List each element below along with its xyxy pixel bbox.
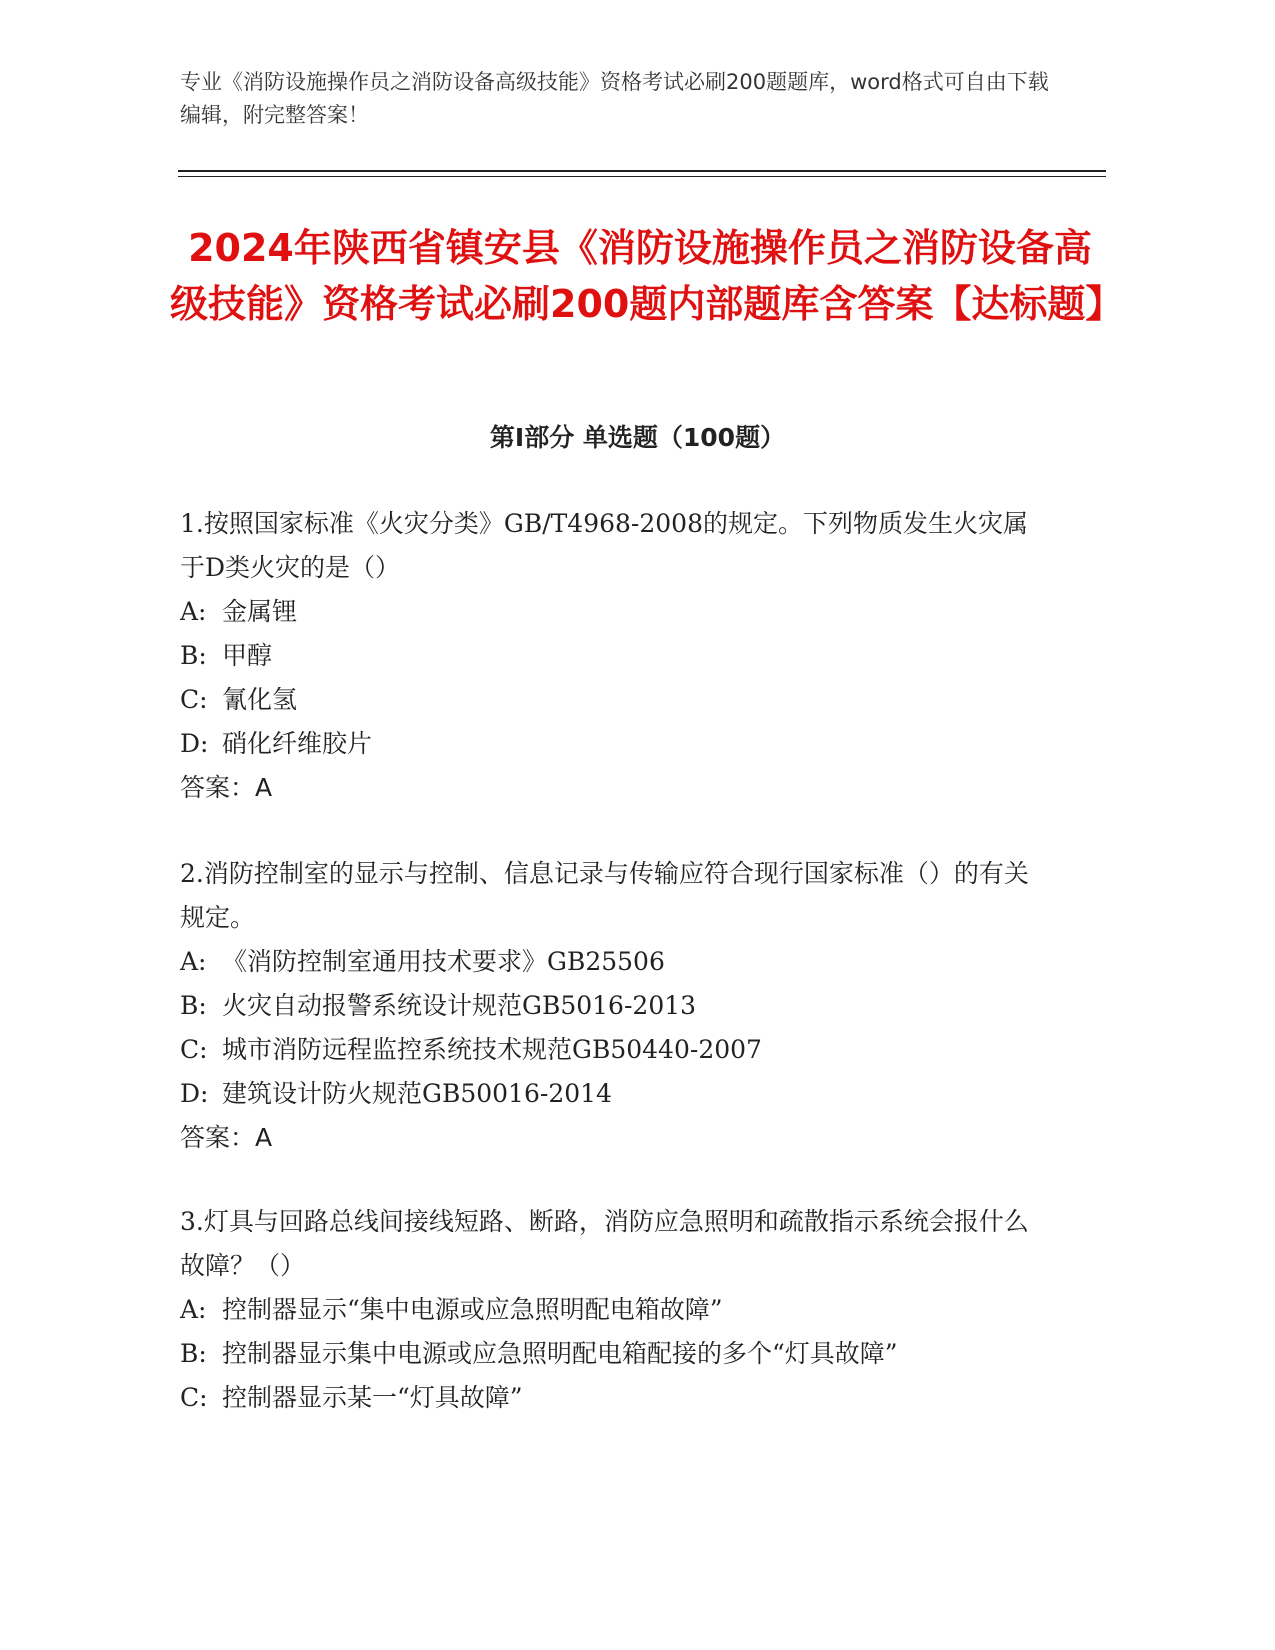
option-b	[180, 984, 1080, 1028]
header-note: 专业《消防设施操作员之消防设备高级技能》资格考试必刷200题题库，word格式可自由下载编辑，附完整答案！	[180, 70, 1049, 127]
option-c	[180, 678, 1080, 722]
option-text: 氰化氢	[222, 685, 298, 714]
option-d	[180, 1072, 1080, 1116]
option-letter: C:	[180, 685, 208, 714]
answer-line: 答案：A	[180, 1123, 273, 1152]
question-stem: 1.按照国家标准《火灾分类》GB/T4968-2008的规定。下列物质发生火灾属于D类火灾的是（）	[180, 509, 1028, 582]
section-heading: 第I部分 单选题（100题）	[489, 423, 786, 452]
option-letter: B:	[180, 1339, 207, 1368]
question-1	[180, 502, 1080, 810]
option-letter: D:	[180, 1079, 209, 1108]
option-a	[180, 940, 1080, 984]
question-stem: 3.灯具与回路总线间接线短路、断路，消防应急照明和疏散指示系统会报什么故障？（）	[180, 1207, 1029, 1280]
answer-line: 答案：A	[180, 773, 273, 802]
option-text: 甲醇	[222, 641, 273, 670]
option-b	[180, 634, 1080, 678]
header-divider-thick	[178, 170, 1106, 172]
option-text: 金属锂	[222, 597, 298, 626]
option-letter: D:	[180, 729, 209, 758]
option-letter: C:	[180, 1035, 208, 1064]
option-text: 控制器显示“集中电源或应急照明配电箱故障”	[222, 1295, 723, 1324]
option-a	[180, 590, 1080, 634]
option-letter: A:	[180, 947, 207, 976]
document-title: 2024年陕西省镇安县《消防设施操作员之消防设备高级技能》资格考试必刷200题内部题库含答案【达标题】	[170, 226, 1124, 326]
option-text: 《消防控制室通用技术要求》GB25506	[222, 947, 665, 976]
option-letter: B:	[180, 641, 207, 670]
option-a	[180, 1288, 1080, 1332]
option-text: 硝化纤维胶片	[222, 729, 373, 758]
option-text: 控制器显示某一“灯具故障”	[222, 1383, 523, 1412]
option-text: 建筑设计防火规范GB50016-2014	[222, 1079, 612, 1108]
question-3	[180, 1200, 1080, 1420]
option-c	[180, 1028, 1080, 1072]
option-text: 火灾自动报警系统设计规范GB5016-2013	[222, 991, 697, 1020]
question-2	[180, 852, 1080, 1160]
option-b	[180, 1332, 1080, 1376]
option-letter: A:	[180, 597, 207, 626]
option-text: 控制器显示集中电源或应急照明配电箱配接的多个“灯具故障”	[222, 1339, 898, 1368]
option-letter: B:	[180, 991, 207, 1020]
header-divider-thin	[178, 176, 1106, 177]
option-letter: A:	[180, 1295, 207, 1324]
option-c	[180, 1376, 1080, 1420]
option-text: 城市消防远程监控系统技术规范GB50440-2007	[222, 1035, 762, 1064]
option-letter: C:	[180, 1383, 208, 1412]
question-stem: 2.消防控制室的显示与控制、信息记录与传输应符合现行国家标准（）的有关规定。	[180, 859, 1029, 932]
option-d	[180, 722, 1080, 766]
